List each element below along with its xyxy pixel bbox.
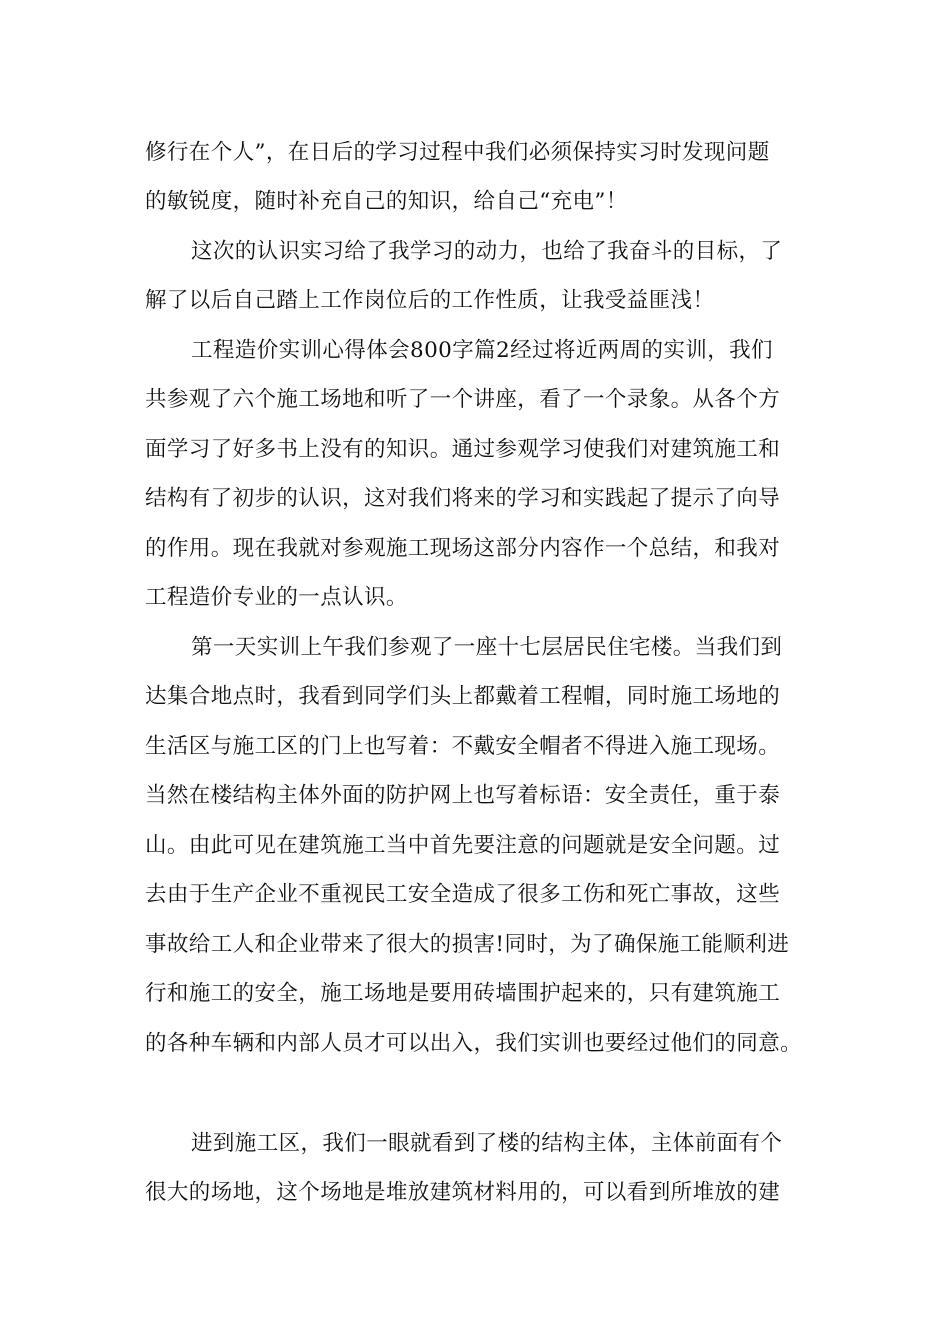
text-line: 的作用。现在我就对参观施工现场这部分内容作一个总结，和我对 — [145, 536, 781, 561]
text-line: 行和施工的安全，施工场地是要用砖墙围护起来的，只有建筑施工 — [145, 981, 781, 1006]
text-line: 工程造价实训心得体会800字篇2经过将近两周的实训，我们 — [191, 338, 773, 363]
text-line: 解了以后自己踏上工作岗位后的工作性质，让我受益匪浅！ — [145, 288, 715, 313]
text-line: 结构有了初步的认识，这对我们将来的学习和实践起了提示了向导 — [145, 486, 781, 511]
text-line: 事故给工人和企业带来了很大的损害!同时，为了确保施工能顺利进 — [145, 932, 790, 957]
text-line: 山。由此可见在建筑施工当中首先要注意的问题就是安全问题。过 — [145, 833, 781, 858]
text-line: 共参观了六个施工场地和听了一个讲座，看了一个录象。从各个方 — [145, 387, 781, 412]
text-line: 面学习了好多书上没有的知识。通过参观学习使我们对建筑施工和 — [145, 437, 781, 462]
text-line: 第一天实训上午我们参观了一座十七层居民住宅楼。当我们到 — [191, 635, 783, 660]
text-line: 这次的认识实习给了我学习的动力，也给了我奋斗的目标，了 — [191, 239, 783, 264]
text-line: 生活区与施工区的门上也写着：不戴安全帽者不得进入施工现场。 — [145, 734, 781, 759]
text-line: 当然在楼结构主体外面的防护网上也写着标语：安全责任，重于泰 — [145, 783, 781, 808]
text-line: 的各种车辆和内部人员才可以出入，我们实训也要经过他们的同意。 — [145, 1031, 803, 1056]
text-line: 的敏锐度，随时补充自己的知识，给自己“充电”！ — [145, 189, 628, 214]
text-line: 修行在个人”，在日后的学习过程中我们必须保持实习时发现问题 — [145, 140, 770, 165]
text-line: 进到施工区，我们一眼就看到了楼的结构主体，主体前面有个 — [191, 1131, 783, 1156]
text-line: 达集合地点时，我看到同学们头上都戴着工程帽，同时施工场地的 — [145, 684, 781, 709]
text-line: 很大的场地，这个场地是堆放建筑材料用的，可以看到所堆放的建 — [145, 1180, 781, 1205]
text-line: 去由于生产企业不重视民工安全造成了很多工伤和死亡事故，这些 — [145, 882, 781, 907]
text-line: 工程造价专业的一点认识。 — [145, 585, 408, 610]
